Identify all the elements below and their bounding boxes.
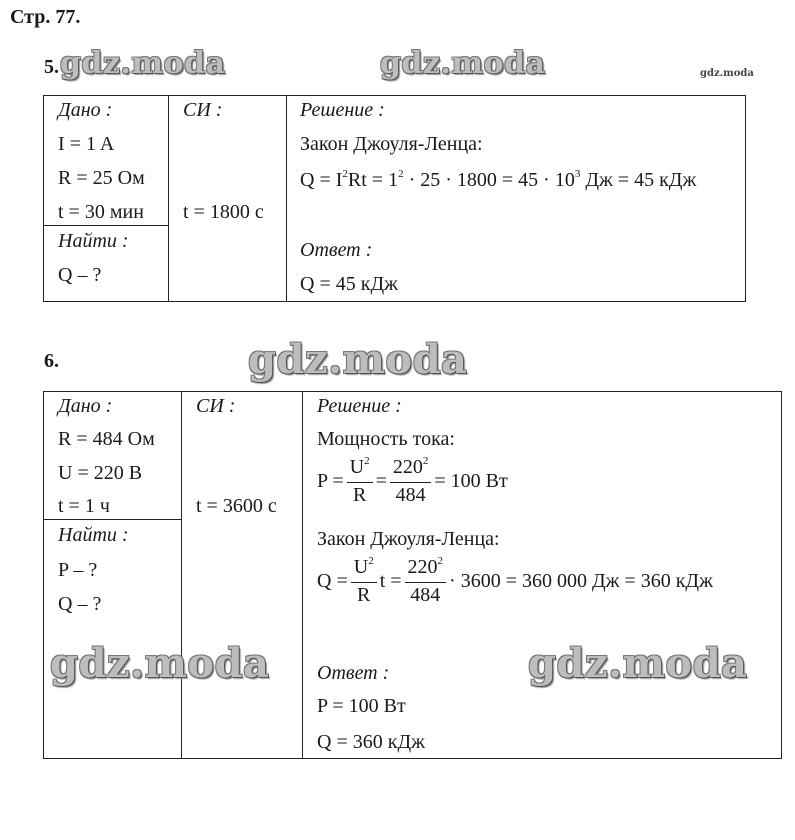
given-item: U = 220 B	[58, 462, 143, 484]
find-header: Найти :	[58, 524, 129, 546]
given-item: I = 1 A	[58, 133, 115, 155]
problem-5-table	[43, 95, 746, 302]
si-item: t = 1800 c	[183, 201, 264, 223]
heat-equation: Q = $\frac{U^2}{R}$ t = $\frac{220^2}{484}$ · 3600 = 360 000 Дж = 360 кДж	[317, 555, 713, 606]
si-item: t = 3600 c	[196, 495, 277, 517]
find-header: Найти :	[58, 230, 129, 252]
watermark: gdz.moda	[248, 336, 468, 383]
si-header: СИ :	[196, 395, 236, 417]
watermark: gdz.moda	[380, 46, 546, 81]
column-divider	[302, 391, 303, 758]
given-header: Дано :	[58, 99, 113, 121]
given-item: t = 30 мин	[58, 201, 144, 223]
problem-5-number: 5.	[44, 56, 59, 78]
law-label: Закон Джоуля-Ленца:	[300, 133, 483, 155]
power-equation: P = $\frac{U^2}{R}$ = $\frac{220^2}{484}$ = 100 Вт	[317, 455, 508, 506]
answer-item: P = 100 Вт	[317, 695, 406, 717]
given-item: R = 484 Ом	[58, 428, 155, 450]
column-divider	[181, 391, 182, 758]
watermark: gdz.moda	[60, 46, 226, 81]
answer-header: Ответ :	[300, 239, 373, 261]
answer-item: Q = 45 кДж	[300, 273, 398, 295]
answer-header: Ответ :	[317, 662, 390, 684]
si-header: СИ :	[183, 99, 223, 121]
find-item: Q – ?	[58, 264, 102, 286]
watermark: gdz.moda	[528, 640, 748, 687]
answer-item: Q = 360 кДж	[317, 731, 425, 753]
power-label: Мощность тока:	[317, 428, 455, 450]
watermark-small: gdz.moda	[700, 68, 754, 79]
column-divider	[286, 95, 287, 301]
law-label: Закон Джоуля-Ленца:	[317, 528, 500, 550]
given-find-divider	[43, 225, 168, 226]
joule-lenz-equation: $Q = I^2Rt = 1^2 \cdot 25 \cdot 1800 = 45 \cdot 10^3$ Дж = 45 кДж	[300, 168, 697, 191]
column-divider	[168, 95, 169, 301]
given-item: R = 25 Ом	[58, 167, 145, 189]
find-item: Q – ?	[58, 593, 102, 615]
given-item: t = 1 ч	[58, 495, 110, 517]
problem-6-number: 6.	[44, 350, 59, 372]
watermark: gdz.moda	[50, 640, 270, 687]
find-item: P – ?	[58, 559, 98, 581]
page-label: Стр. 77.	[10, 6, 81, 28]
given-header: Дано :	[58, 395, 113, 417]
given-find-divider	[43, 519, 181, 520]
solution-header: Решение :	[317, 395, 402, 417]
solution-header: Решение :	[300, 99, 385, 121]
